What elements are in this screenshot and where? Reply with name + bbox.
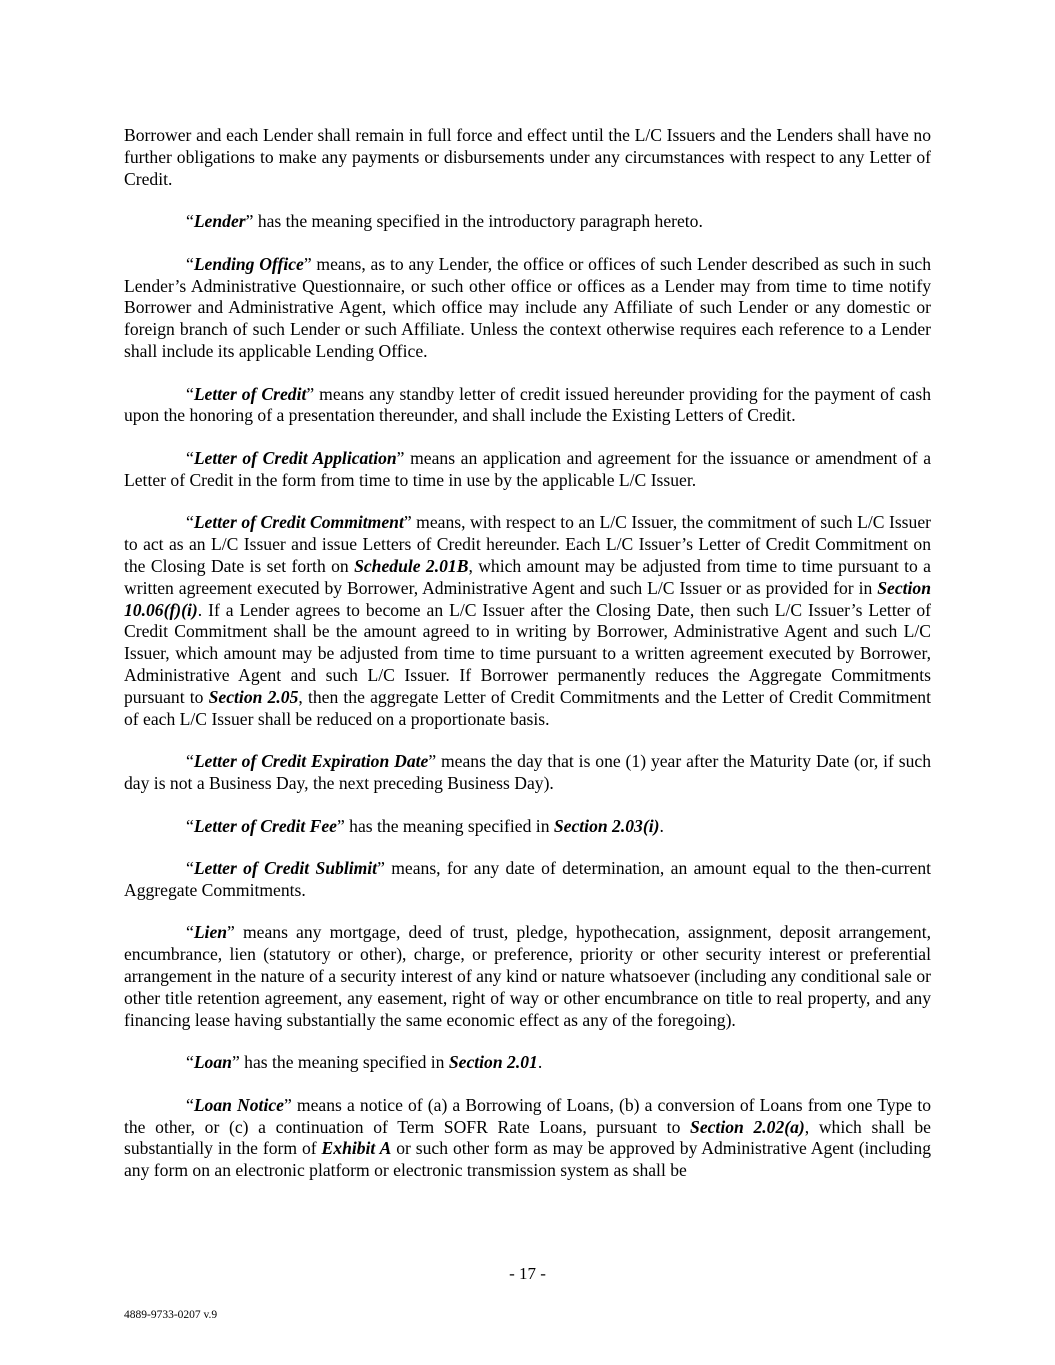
defined-term: Letter of Credit Expiration Date xyxy=(193,751,429,772)
definition-letter-of-credit: “Letter of Credit” means any standby letter of credit issued hereunder providing for the payment of cash upon the honoring of a presentation thereunder, and shall include the Existing Letters of Credit. xyxy=(124,383,931,426)
document-body xyxy=(124,125,931,1182)
defined-term: Letter of Credit Commitment xyxy=(193,512,404,533)
defined-term: Loan xyxy=(193,1052,232,1073)
cross-reference: Section 2.05 xyxy=(208,686,299,707)
defined-term: Letter of Credit Fee xyxy=(193,815,337,836)
cross-reference: Schedule 2.01B xyxy=(354,555,469,576)
definition-loan: “Loan” has the meaning specified in Section 2.01. xyxy=(186,1052,543,1073)
definition-letter-of-credit-fee: “Letter of Credit Fee” has the meaning specified in Section 2.03(i). xyxy=(186,815,664,836)
cross-reference: Section 10.06(f)(i) xyxy=(124,577,931,620)
document-id: 4889-9733-0207 v.9 xyxy=(124,1309,218,1321)
defined-term: Lending Office xyxy=(193,253,304,274)
cross-reference: Exhibit A xyxy=(321,1138,392,1159)
page-number: - 17 - xyxy=(509,1264,546,1283)
defined-term: Lender xyxy=(193,211,246,232)
cross-reference: Section 2.01 xyxy=(448,1052,538,1073)
definition-lender: “Lender” has the meaning specified in the introductory paragraph hereto. xyxy=(186,211,703,232)
definition-loan-notice: “Loan Notice” means a notice of (a) a Borrowing of Loans, (b) a conversion of Loans from one Type to the other, or (c) a continuation of Term SOFR Rate Loans, pursuant to Section 2.02(a), which shall be substantially in the form of Exhibit A or such other form as may be approved by Administrative Agent (including any form on an electronic platform or electronic transmission system as shall be xyxy=(124,1094,932,1181)
cross-reference: Section 2.02(a) xyxy=(690,1116,805,1137)
definition-letter-of-credit-sublimit: “Letter of Credit Sublimit” means, for any date of determination, an amount equal to the then-current Aggregate Commitments. xyxy=(124,858,931,900)
paragraph-continuation: Borrower and each Lender shall remain in full force and effect until the L/C Issuers and the Lenders shall have no further obligations to make any payments or disbursements under any circumstances with respect to any Letter of Credit. xyxy=(124,125,931,189)
defined-term: Letter of Credit Application xyxy=(193,447,397,468)
definition-lien: “Lien” means any mortgage, deed of trust, pledge, hypothecation, assignment, deposit arrangement, encumbrance, lien (statutory or other), charge, or preference, priority or other security interest or preferential arrangement in the nature of a security interest of any kind or nature whatsoever (including any conditional sale or other title retention agreement, any easement, right of way or other encumbrance on title to real property, and any financing lease having substantially the same economic effect as any of the foregoing). xyxy=(124,922,931,1030)
definition-lending-office: “Lending Office” means, as to any Lender, the office or offices of such Lender described as such in such Lender’s Administrative Questionnaire, or such other office or offices as a Lender may from time to time notify Borrower and Administrative Agent, which office may include any Affiliate of such Lender or any domestic or foreign branch of such Lender or such Affiliate. Unless the context otherwise requires each reference to a Lender shall include its applicable Lending Office. xyxy=(124,253,931,361)
defined-term: Letter of Credit xyxy=(193,383,307,404)
defined-term: Letter of Credit Sublimit xyxy=(193,858,378,879)
defined-term: Loan Notice xyxy=(193,1094,284,1115)
definition-letter-of-credit-commitment: “Letter of Credit Commitment” means, with respect to an L/C Issuer, the commitment of such L/C Issuer to act as an L/C Issuer and issue Letters of Credit hereunder. Each L/C Issuer’s Letter of Credit Commitment on the Closing Date is set forth on Schedule 2.01B, which amount may be adjusted from time to time pursuant to a written agreement executed by Borrower, Administrative Agent and such L/C Issuer or as provided for in Section 10.06(f)(i). If a Lender agrees to become an L/C Issuer after the Closing Date, then such L/C Issuer’s Letter of Credit Commitment shall be the amount agreed to in writing by Borrower, Administrative Agent and such L/C Issuer, which amount may be adjusted from time to time pursuant to a written agreement executed by Borrower, Administrative Agent and such L/C Issuer. If Borrower permanently reduces the Aggregate Commitments pursuant to Section 2.05, then the aggregate Letter of Credit Commitments and the Letter of Credit Commitment of each L/C Issuer shall be reduced on a proportionate basis. xyxy=(124,512,931,729)
definition-letter-of-credit-application: “Letter of Credit Application” means an application and agreement for the issuance or amendment of a Letter of Credit in the form from time to time in use by the applicable L/C Issuer. xyxy=(124,447,932,490)
defined-term: Lien xyxy=(193,922,228,943)
definition-letter-of-credit-expiration-date: “Letter of Credit Expiration Date” means the day that is one (1) year after the Maturity Date (or, if such day is not a Business Day, the next preceding Business Day). xyxy=(124,751,931,793)
cross-reference: Section 2.03(i) xyxy=(553,815,660,836)
